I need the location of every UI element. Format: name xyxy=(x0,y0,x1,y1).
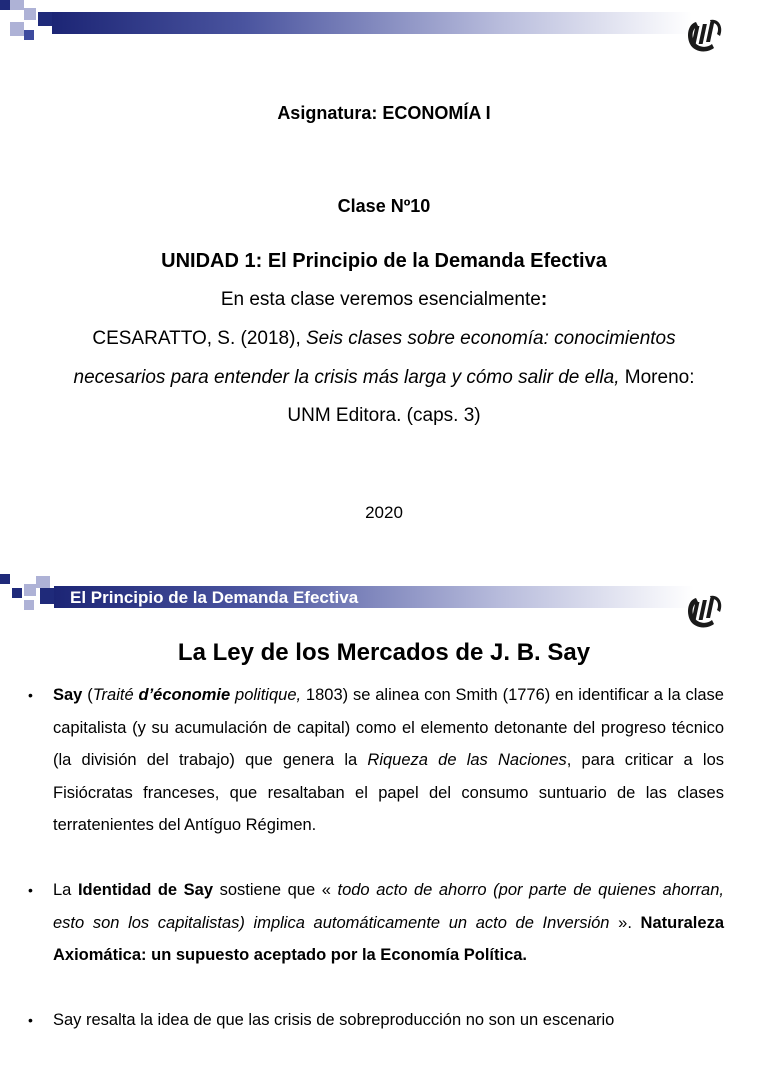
text: Say resalta la idea de que las crisis de sobreproducción no son un escenario xyxy=(53,1010,615,1029)
decor-square xyxy=(24,8,36,20)
section-title: El Principio de la Demanda Efectiva xyxy=(70,588,359,607)
header-gradient-bar xyxy=(52,12,692,34)
slide-heading: La Ley de los Mercados de J. B. Say xyxy=(177,639,591,666)
intro-colon: : xyxy=(540,289,548,310)
bullet-marker: • xyxy=(28,687,33,703)
bullet-list xyxy=(28,679,724,1068)
axiomatic-nature-bold: Naturaleza Axiomática: un supuesto aceptado por la Economía Política. xyxy=(53,913,724,965)
decor-square xyxy=(0,574,10,584)
decor-square xyxy=(0,0,10,10)
decor-square xyxy=(40,588,54,604)
text: , para criticar a los Fisiócratas franceses, que resaltaban el papel del consumo suntuario de las clases terratenientes del Antíguo Régimen. xyxy=(53,751,725,835)
content-slide xyxy=(0,570,768,1029)
intro-line xyxy=(0,289,768,311)
bullet-marker: • xyxy=(28,881,33,898)
decor-square xyxy=(12,588,22,598)
book-title: politique, xyxy=(230,686,302,704)
decor-square xyxy=(24,30,34,40)
university-logo-icon xyxy=(684,590,724,634)
bibliographic-reference xyxy=(60,320,708,436)
ref-book-title: Seis clases sobre economía: conocimientos necesarios para entender la crisis más larga y cómo salir de ella, xyxy=(73,328,676,388)
text: ( xyxy=(82,686,93,704)
decor-square xyxy=(10,0,24,10)
ref-publisher: Moreno: UNM Editora. (caps. 3) xyxy=(287,366,695,426)
decor-square xyxy=(24,584,36,596)
unit-title: UNIDAD 1: El Principio de la Demanda Efectiva xyxy=(161,250,607,272)
text: La xyxy=(53,880,78,899)
intro-text: En esta clase veremos esencialmente xyxy=(220,289,541,310)
bullet-marker: • xyxy=(28,1011,33,1028)
say-identity-bold: Identidad de Say xyxy=(77,880,214,899)
decor-square xyxy=(10,22,24,36)
ref-author: CESARATTO, S. (2018), xyxy=(92,328,306,349)
subject-title: Asignatura: ECONOMÍA I xyxy=(277,103,491,123)
bullet-item xyxy=(28,874,724,972)
text: sostiene que « xyxy=(213,880,338,899)
year: 2020 xyxy=(365,503,403,522)
quote: todo acto de ahorro (por parte de quienes ahorran, esto son los capitalistas) implica automáticamente un acto de Inversión xyxy=(53,880,724,932)
decor-square xyxy=(36,576,50,588)
say-bold: Say xyxy=(53,686,83,704)
book-title-bold: d’économie xyxy=(138,686,231,704)
university-logo-icon xyxy=(684,14,724,58)
bullet-item xyxy=(28,1004,724,1037)
decor-square xyxy=(38,12,52,26)
book-title: Traité xyxy=(92,686,139,704)
wealth-of-nations-title: Riqueza de las Naciones xyxy=(367,751,567,770)
text: ». xyxy=(609,913,641,932)
decor-square xyxy=(24,600,34,610)
class-number: Clase Nº10 xyxy=(337,196,431,216)
bullet-item xyxy=(28,679,724,842)
text: 1803) se alinea con Smith (1776) en identificar a la clase capitalista (y su acumulación de capital) como el elemento detonante del progreso técnico (la división del trabajo) que genera la xyxy=(53,686,724,770)
